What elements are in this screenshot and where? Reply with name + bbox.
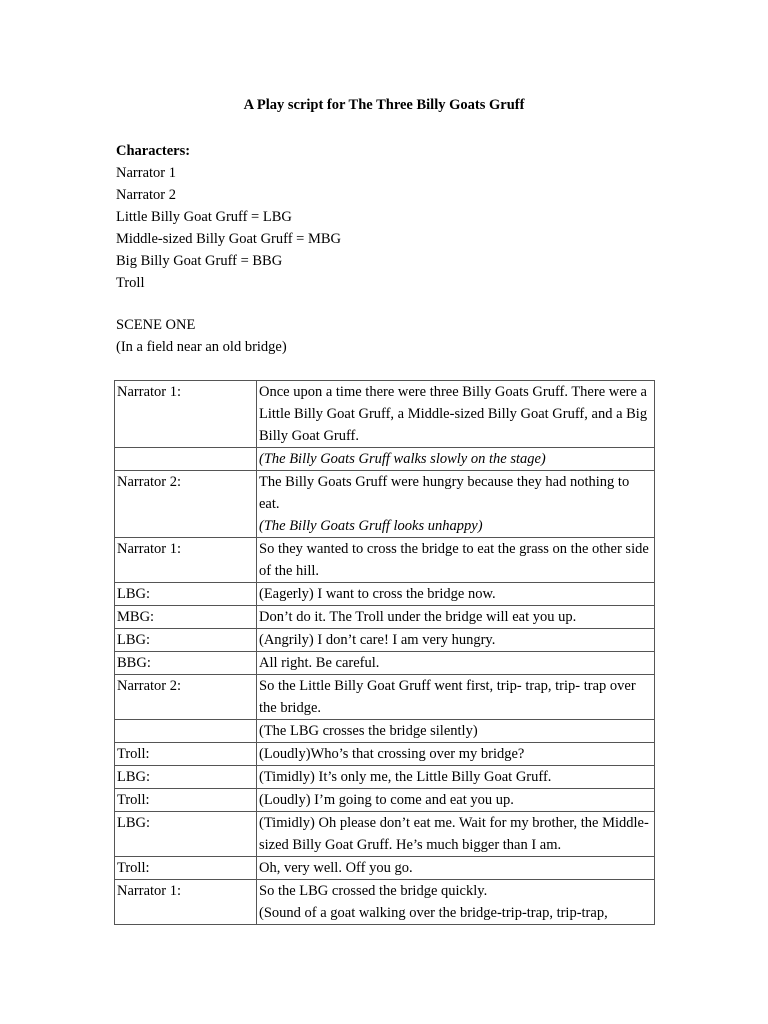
scene-setting: (In a field near an old bridge) <box>116 339 287 355</box>
dialogue-line: (The LBG crosses the bridge silently) <box>259 723 478 739</box>
dialogue-cell <box>257 857 655 880</box>
dialogue-line: (Loudly)Who’s that crossing over my bridge? <box>259 746 525 762</box>
dialogue-line: (Eagerly) I want to cross the bridge now. <box>259 586 496 602</box>
character-item: Middle-sized Billy Goat Gruff = MBG <box>116 231 341 247</box>
dialogue-cell <box>257 789 655 812</box>
script-row <box>115 857 655 880</box>
speaker-cell: Narrator 2: <box>115 675 257 720</box>
document-title: A Play script for The Three Billy Goats Gruff <box>243 97 525 113</box>
dialogue-line: (Sound of a goat walking over the bridge-trip-trap, trip-trap, <box>259 905 608 921</box>
characters-heading: Characters: <box>116 143 191 159</box>
dialogue-line: So the Little Billy Goat Gruff went first, trip- trap, trip- trap over the bridge. <box>259 678 636 716</box>
speaker-cell <box>115 720 257 743</box>
speaker-cell: Narrator 2: <box>115 471 257 538</box>
dialogue-cell <box>257 381 655 448</box>
dialogue-cell <box>257 583 655 606</box>
speaker-cell: Narrator 1: <box>115 381 257 448</box>
speaker-cell: Troll: <box>115 857 257 880</box>
dialogue-line: Don’t do it. The Troll under the bridge will eat you up. <box>259 609 577 625</box>
character-item: Little Billy Goat Gruff = LBG <box>116 209 292 225</box>
speaker-cell: LBG: <box>115 629 257 652</box>
speaker-cell: LBG: <box>115 812 257 857</box>
script-row <box>115 471 655 538</box>
characters-section <box>116 140 341 294</box>
script-row <box>115 743 655 766</box>
script-row <box>115 766 655 789</box>
dialogue-cell <box>257 720 655 743</box>
script-row <box>115 448 655 471</box>
dialogue-cell <box>257 766 655 789</box>
speaker-cell: BBG: <box>115 652 257 675</box>
dialogue-cell <box>257 880 655 925</box>
script-row <box>115 652 655 675</box>
scene-name: SCENE ONE <box>116 317 196 333</box>
speaker-cell: MBG: <box>115 606 257 629</box>
dialogue-line: All right. Be careful. <box>259 655 380 671</box>
dialogue-cell <box>257 675 655 720</box>
dialogue-line: The Billy Goats Gruff were hungry because they had nothing to eat. <box>259 474 630 512</box>
speaker-cell: Troll: <box>115 789 257 812</box>
dialogue-cell <box>257 629 655 652</box>
script-table <box>114 380 655 925</box>
dialogue-line: Once upon a time there were three Billy Goats Gruff. There were a Little Billy Goat Gruff, a Middle-sized Billy Goat Gruff, and a Big Billy Goat Gruff. <box>259 384 648 444</box>
character-item: Narrator 2 <box>116 187 176 203</box>
speaker-cell: LBG: <box>115 583 257 606</box>
speaker-cell: Troll: <box>115 743 257 766</box>
dialogue-cell <box>257 471 655 538</box>
character-item: Big Billy Goat Gruff = BBG <box>116 253 283 269</box>
dialogue-cell <box>257 538 655 583</box>
dialogue-cell <box>257 812 655 857</box>
script-row <box>115 381 655 448</box>
speaker-cell: LBG: <box>115 766 257 789</box>
stage-direction: (The Billy Goats Gruff looks unhappy) <box>259 518 483 534</box>
script-row <box>115 812 655 857</box>
speaker-cell: Narrator 1: <box>115 538 257 583</box>
dialogue-line: So the LBG crossed the bridge quickly. <box>259 883 488 899</box>
script-row <box>115 880 655 925</box>
script-row <box>115 789 655 812</box>
dialogue-cell <box>257 652 655 675</box>
script-row <box>115 629 655 652</box>
dialogue-line: (Timidly) Oh please don’t eat me. Wait for my brother, the Middle-sized Billy Goat Gruff. He’s much bigger than I am. <box>259 815 649 853</box>
dialogue-line: So they wanted to cross the bridge to eat the grass on the other side of the hill. <box>259 541 649 579</box>
script-row <box>115 606 655 629</box>
script-row <box>115 720 655 743</box>
script-row <box>115 583 655 606</box>
dialogue-line: Oh, very well. Off you go. <box>259 860 413 876</box>
dialogue-cell <box>257 448 655 471</box>
script-row <box>115 538 655 583</box>
character-item: Troll <box>116 275 145 291</box>
dialogue-cell <box>257 743 655 766</box>
dialogue-cell <box>257 606 655 629</box>
dialogue-line: (Angrily) I don’t care! I am very hungry. <box>259 632 496 648</box>
script-row <box>115 675 655 720</box>
character-item: Narrator 1 <box>116 165 176 181</box>
speaker-cell <box>115 448 257 471</box>
scene-section <box>116 314 287 358</box>
dialogue-line: (Loudly) I’m going to come and eat you up. <box>259 792 514 808</box>
speaker-cell: Narrator 1: <box>115 880 257 925</box>
dialogue-line: (Timidly) It’s only me, the Little Billy Goat Gruff. <box>259 769 552 785</box>
stage-direction: (The Billy Goats Gruff walks slowly on the stage) <box>259 451 546 467</box>
